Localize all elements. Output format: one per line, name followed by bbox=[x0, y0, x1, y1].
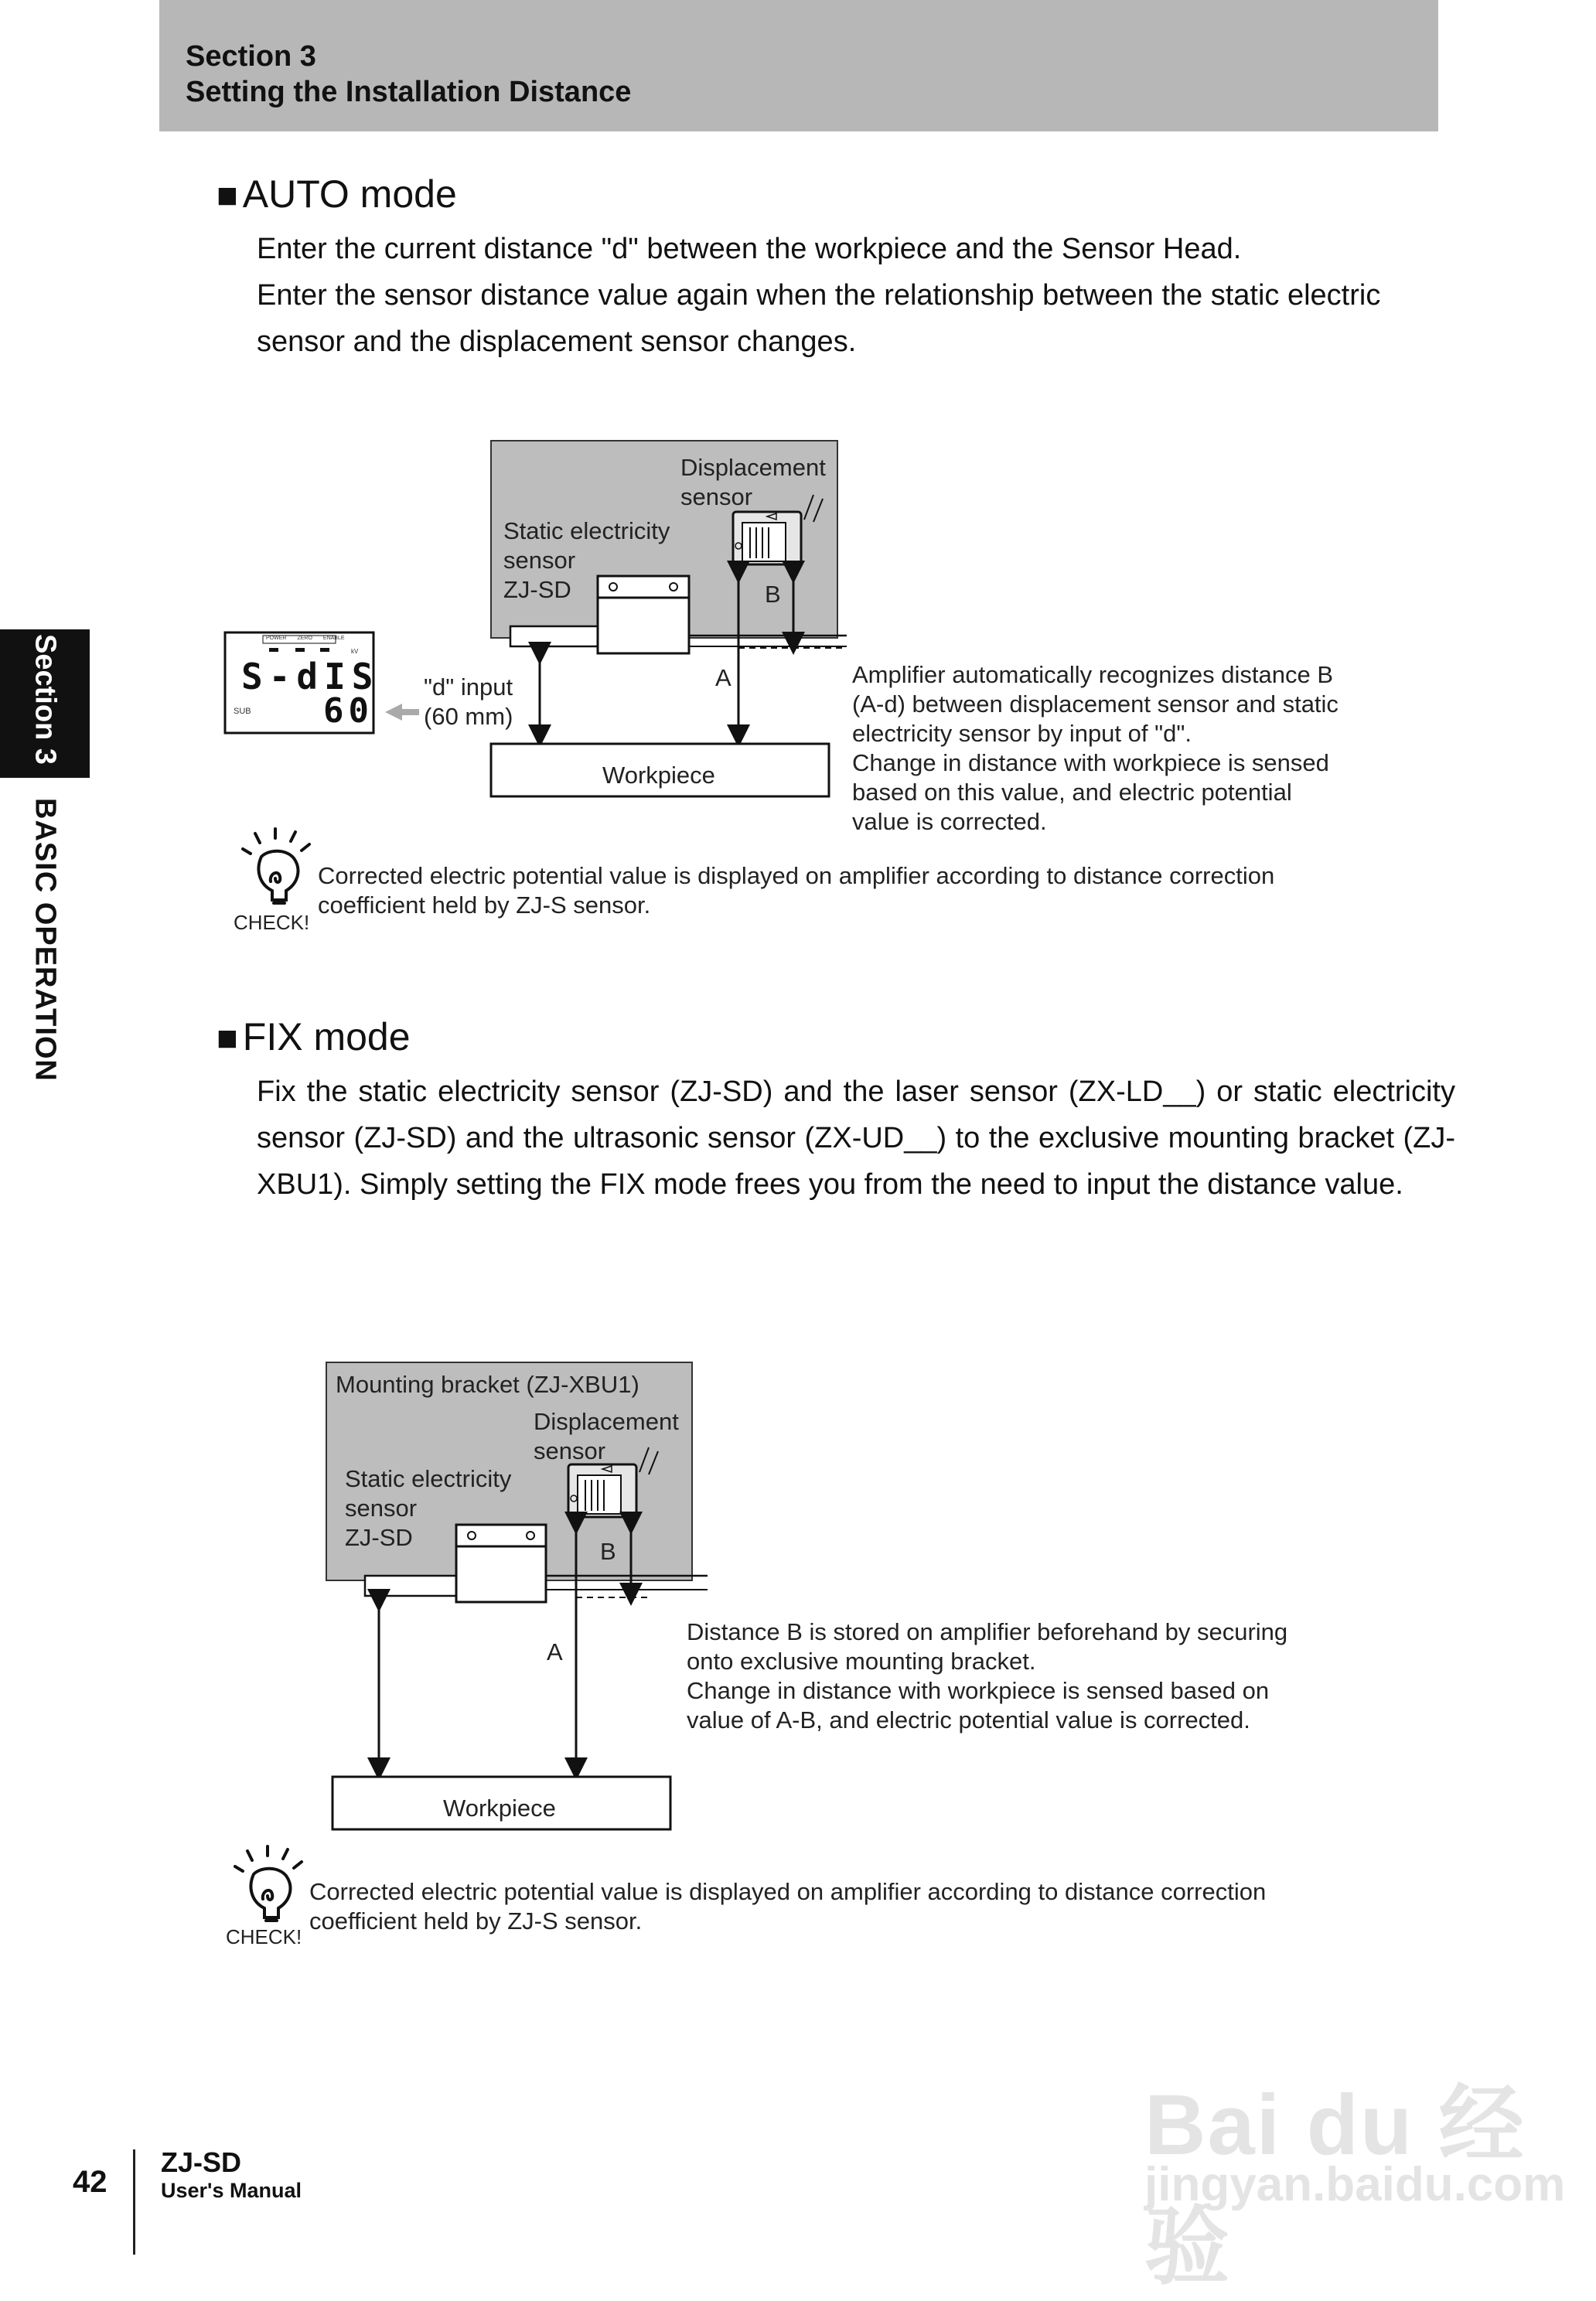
amp-unit: kV bbox=[351, 648, 359, 655]
auto-d-input-arrow bbox=[385, 704, 419, 721]
header-title: Setting the Installation Distance bbox=[186, 76, 632, 108]
auto-mode-title: AUTO mode bbox=[242, 172, 457, 216]
auto-check-label: CHECK! bbox=[234, 911, 310, 934]
auto-d-input-label: "d" input (60 mm) bbox=[424, 673, 513, 730]
footer-manual: User's Manual bbox=[161, 2179, 302, 2202]
auto-mount-left bbox=[510, 626, 603, 646]
footer-product: ZJ-SD bbox=[161, 2146, 242, 2178]
fix-mode-heading: ■ FIX mode bbox=[217, 1015, 411, 1058]
fix-mode-diagram bbox=[0, 1314, 1596, 1840]
auto-mode-paragraph-2: Enter the sensor distance value again when the relationship between the static electric sensor and the displacement sensor changes. bbox=[257, 279, 1381, 358]
fix-disp-sensor-label: Displacement sensor bbox=[534, 1408, 679, 1464]
fix-description: Distance B is stored on amplifier beforehand by securing onto exclusive mounting bracket. Change in distance with workpiece is sensed based on value of A-B, and electric potential value is corrected. bbox=[687, 1618, 1288, 1733]
watermark-url: jingyan.baidu.com bbox=[1144, 2158, 1566, 2211]
fix-workpiece-label: Workpiece bbox=[443, 1795, 556, 1822]
side-tab-section: Section 3 bbox=[29, 634, 62, 765]
amp-display-main: S-dIS bbox=[241, 656, 380, 697]
header-section: Section 3 bbox=[186, 40, 316, 73]
auto-static-sensor-label: Static electricity sensor ZJ-SD bbox=[503, 517, 670, 603]
fix-static-sensor-label: Static electricity sensor ZJ-SD bbox=[345, 1465, 512, 1551]
fix-mode-paragraph: Fix the static electricity sensor (ZJ-SD) and the laser sensor (ZX-LD__) or static electricity sensor (ZJ-SD) and the ultrasonic sensor (ZX-UD__) to the exclusive mounting bracket (ZJ-XBU1). Simply setting the FIX mode frees you from the need to input the distance value. bbox=[257, 1076, 1455, 1201]
fix-label-b: B bbox=[600, 1538, 616, 1565]
page-number: 42 bbox=[73, 2165, 107, 2199]
fix-label-a: A bbox=[547, 1638, 563, 1665]
auto-check-note: Corrected electric potential value is displayed on amplifier according to distance correction coefficient held by ZJ-S sensor. bbox=[318, 862, 1275, 919]
auto-label-a: A bbox=[715, 664, 732, 691]
auto-disp-sensor-label: Displacement sensor bbox=[680, 454, 826, 510]
fix-check-icon bbox=[224, 1843, 309, 1928]
amp-indicators: POWER ZERO ENABLE bbox=[266, 636, 345, 641]
auto-mode-heading: ■ AUTO mode bbox=[217, 172, 457, 216]
footer-rule bbox=[133, 2149, 135, 2255]
amp-display-sub: 60 bbox=[323, 691, 373, 731]
auto-workpiece-label: Workpiece bbox=[602, 762, 715, 789]
auto-label-b: B bbox=[765, 581, 781, 608]
fix-check-label: CHECK! bbox=[226, 1925, 302, 1948]
fix-check-note: Corrected electric potential value is displayed on amplifier according to distance correction coefficient held by ZJ-S sensor. bbox=[309, 1878, 1267, 1935]
fix-mode-title: FIX mode bbox=[242, 1015, 411, 1058]
side-tab-chapter: BASIC OPERATION bbox=[29, 798, 62, 1082]
auto-description: Amplifier automatically recognizes distance B (A-d) between displacement sensor and static electricity sensor by input of "d". Change in distance with workpiece is sensed based on this value, and electric potential value is corrected. bbox=[852, 661, 1339, 835]
watermark-brand: Bai du 经验 bbox=[1144, 2078, 1526, 2295]
auto-check-icon bbox=[232, 826, 317, 911]
fix-mount-left bbox=[365, 1576, 459, 1596]
auto-mode-paragraph-1: Enter the current distance "d" between the workpiece and the Sensor Head. bbox=[257, 233, 1242, 265]
fix-bracket-label: Mounting bracket (ZJ-XBU1) bbox=[336, 1371, 639, 1398]
amp-sub-label: SUB bbox=[234, 707, 251, 716]
